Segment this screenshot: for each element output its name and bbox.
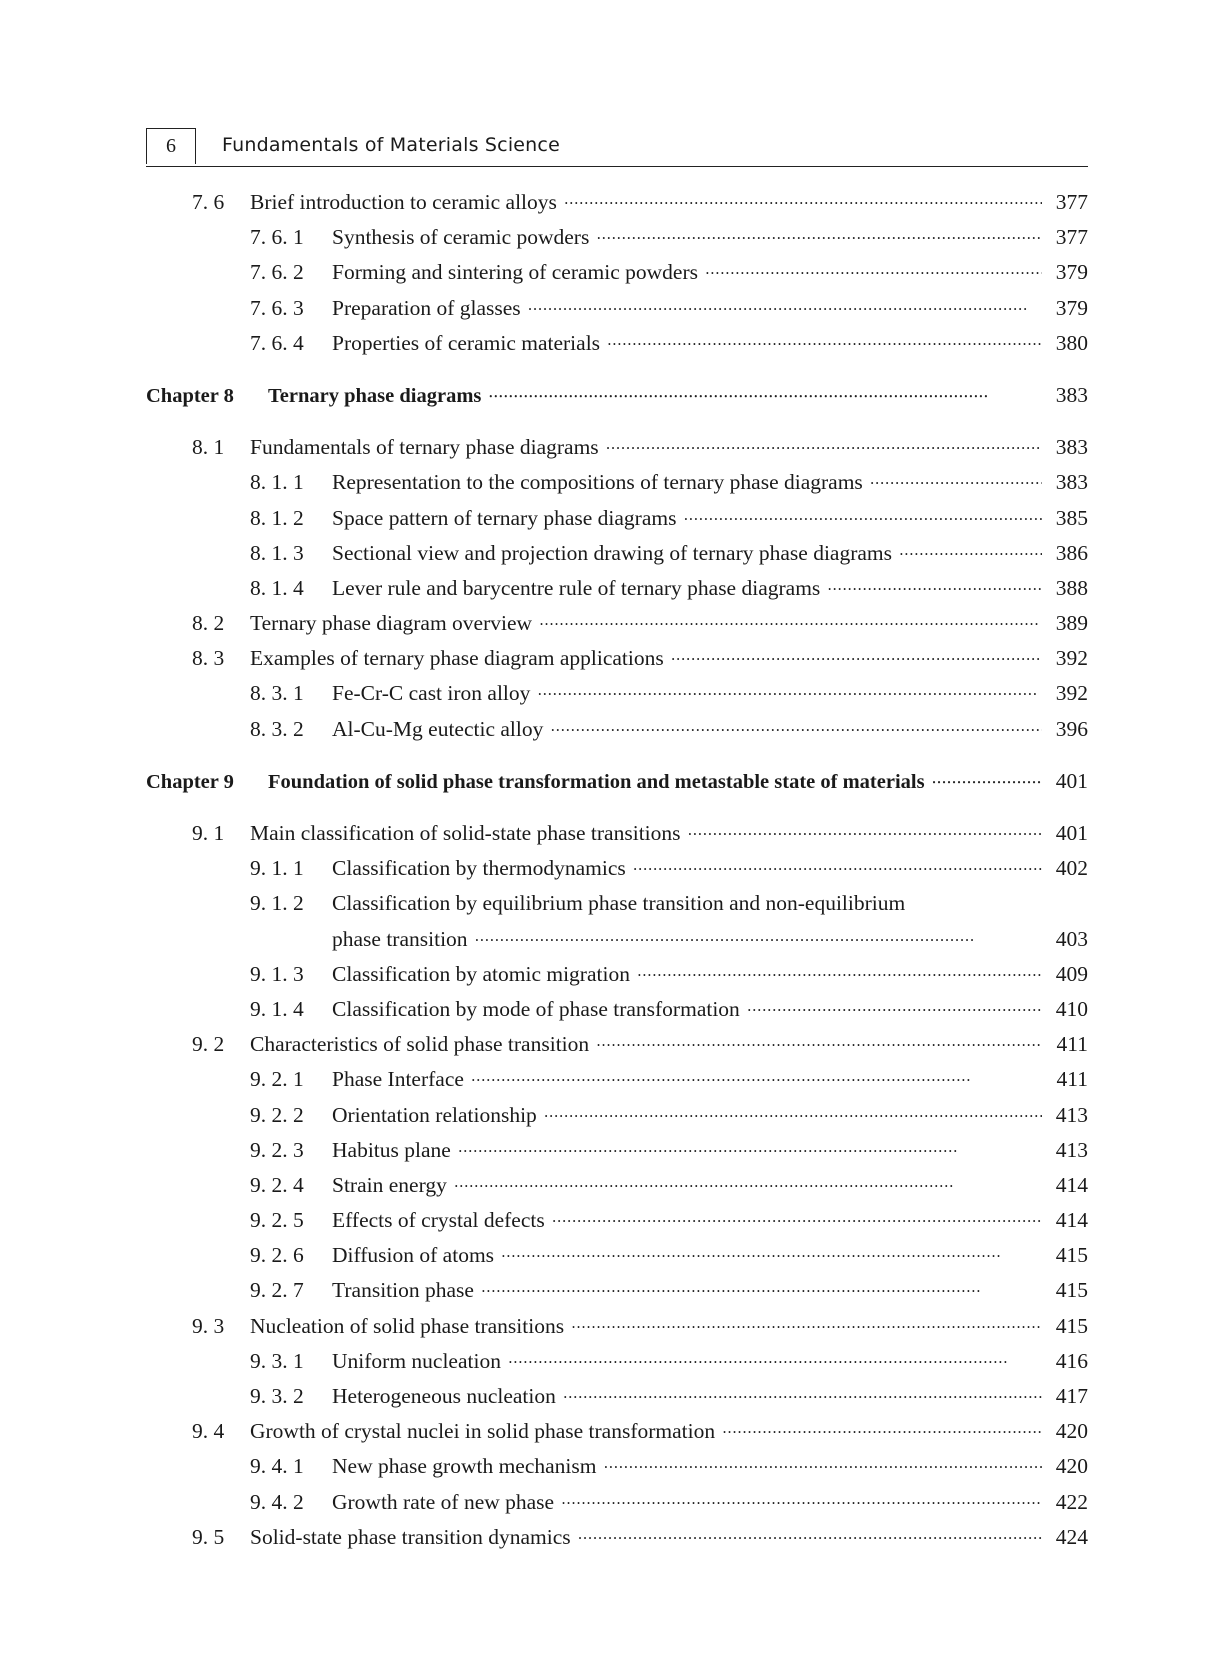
toc-entry-number: 8. 1. 1	[250, 470, 304, 495]
toc-entry-number: 9. 1. 2	[250, 891, 304, 916]
dot-leader	[871, 473, 1042, 491]
dot-leader	[608, 334, 1042, 352]
toc-entry-page: 380	[1055, 330, 1088, 355]
toc-entry-title: Space pattern of ternary phase diagrams	[332, 505, 677, 530]
toc-entry-number: 9. 4	[192, 1419, 225, 1444]
dot-leader	[828, 579, 1042, 597]
toc-entry-number: 9. 2. 2	[250, 1102, 304, 1127]
toc-entry-page: 420	[1055, 1419, 1088, 1444]
toc-entry-number: 9. 3. 2	[250, 1384, 304, 1408]
toc-entry-number: 9. 2. 5	[250, 1208, 304, 1233]
toc-entry-title: Preparation of glasses	[332, 295, 521, 320]
dot-leader	[723, 1422, 1042, 1440]
toc-entry	[146, 997, 1088, 1032]
toc-entry-page: 415	[1055, 1278, 1088, 1303]
toc-entry-title: Classification by atomic migration	[332, 961, 630, 986]
dot-leader	[540, 614, 1042, 632]
toc-entry	[146, 927, 1088, 962]
toc-entry-title: Strain energy	[332, 1172, 447, 1197]
toc-entry	[146, 1314, 1088, 1349]
dot-leader	[572, 1317, 1042, 1335]
toc-entry	[146, 506, 1088, 541]
toc-entry	[146, 1243, 1088, 1278]
dot-leader	[900, 544, 1042, 562]
toc-entry-number: Chapter 8	[146, 384, 234, 407]
toc-entry	[146, 1454, 1088, 1489]
toc-entry-title: New phase growth mechanism	[332, 1454, 597, 1479]
toc-entry-number: Chapter 9	[146, 770, 234, 793]
toc-entry-title: Phase Interface	[332, 1067, 464, 1092]
toc-entry-title: Representation to the compositions of ternary phase diagrams	[332, 470, 863, 495]
dot-leader	[455, 1176, 1042, 1194]
toc-entry-page: 403	[1055, 926, 1088, 951]
toc-entry-page: 386	[1055, 540, 1088, 565]
toc-entry-page: 415	[1055, 1313, 1088, 1338]
toc-entry-page: 424	[1055, 1524, 1088, 1549]
toc-entry	[146, 717, 1088, 752]
toc-entry-page: 414	[1055, 1208, 1088, 1233]
dot-leader	[489, 386, 1042, 404]
toc-entry	[146, 296, 1088, 331]
toc-entry-page: 392	[1055, 646, 1088, 671]
toc-entry-title: Orientation relationship	[332, 1102, 537, 1127]
toc-entry-page: 422	[1055, 1489, 1088, 1514]
toc-entry-title: Al-Cu-Mg eutectic alloy	[332, 716, 544, 741]
table-of-contents	[146, 190, 1088, 1560]
toc-entry-page: 415	[1055, 1243, 1088, 1268]
toc-chapter-entry	[146, 383, 1088, 418]
toc-entry-page: 383	[1055, 470, 1088, 495]
toc-entry-number: 9. 2. 4	[250, 1172, 304, 1197]
toc-entry-number: 9. 2	[192, 1032, 225, 1057]
dot-leader	[538, 684, 1042, 702]
toc-entry-page: 411	[1056, 1067, 1088, 1092]
dot-leader	[472, 1070, 1042, 1088]
toc-entry-title: Fe-Cr-C cast iron alloy	[332, 681, 531, 706]
toc-entry-page: 379	[1055, 260, 1088, 285]
toc-entry-page: 402	[1055, 856, 1088, 881]
dot-leader	[476, 930, 1042, 948]
dot-leader	[545, 1106, 1042, 1124]
toc-entry-title: Properties of ceramic materials	[332, 330, 601, 355]
toc-entry-page: 385	[1055, 505, 1088, 530]
toc-entry	[146, 611, 1088, 646]
toc-entry-number: 7. 6. 1	[250, 225, 304, 250]
toc-entry	[146, 962, 1088, 997]
toc-entry	[146, 891, 1088, 926]
dot-leader	[482, 1281, 1042, 1299]
toc-entry-number: 9. 2. 3	[250, 1137, 304, 1162]
toc-entry	[146, 1384, 1088, 1419]
toc-entry-title: Classification by thermodynamics	[332, 856, 626, 881]
dot-leader	[638, 965, 1042, 983]
toc-entry-title: Sectional view and projection drawing of ternary phase diagrams	[332, 540, 893, 565]
toc-entry-title: Classification by mode of phase transformation	[332, 996, 740, 1021]
dot-leader	[634, 859, 1042, 877]
dot-leader	[529, 299, 1042, 317]
toc-entry-number: 9. 1. 3	[250, 961, 304, 986]
toc-entry-number: 9. 1	[192, 821, 225, 845]
toc-entry-page: 383	[1055, 382, 1088, 407]
toc-entry-number: 7. 6. 3	[250, 295, 304, 320]
toc-entry-page: 417	[1055, 1384, 1088, 1408]
toc-entry	[146, 856, 1088, 891]
toc-entry-title: Ternary phase diagram overview	[250, 611, 533, 636]
toc-entry-number: 8. 3. 2	[250, 716, 304, 741]
dot-leader	[564, 1387, 1042, 1405]
toc-entry-number: 8. 3. 1	[250, 681, 304, 706]
toc-entry	[146, 821, 1088, 856]
toc-entry-page: 379	[1055, 295, 1088, 320]
toc-entry-number: 7. 6. 4	[250, 330, 304, 355]
toc-entry-page: 383	[1055, 435, 1088, 460]
toc-entry-page: 388	[1055, 575, 1088, 600]
toc-entry-number: 8. 2	[192, 611, 225, 636]
toc-entry-number: 8. 1. 4	[250, 575, 304, 600]
dot-leader	[553, 1211, 1042, 1229]
toc-entry-title: Diffusion of atoms	[332, 1243, 495, 1268]
toc-entry-title: Brief introduction to ceramic alloys	[250, 190, 557, 214]
toc-entry	[146, 1138, 1088, 1173]
toc-entry	[146, 1032, 1088, 1067]
toc-entry	[146, 1208, 1088, 1243]
toc-entry	[146, 646, 1088, 681]
dot-leader	[605, 1457, 1043, 1475]
toc-entry	[146, 1103, 1088, 1138]
toc-entry-title: Ternary phase diagrams	[268, 384, 482, 407]
toc-entry	[146, 225, 1088, 260]
toc-entry-number: 8. 3	[192, 646, 225, 671]
toc-entry-page: 377	[1055, 190, 1088, 214]
toc-entry	[146, 435, 1088, 470]
toc-entry	[146, 1349, 1088, 1384]
toc-entry-number: 8. 1	[192, 435, 225, 460]
toc-entry-page: 413	[1055, 1137, 1088, 1162]
toc-entry-title: Nucleation of solid phase transitions	[250, 1313, 565, 1338]
dot-leader	[748, 1000, 1042, 1018]
toc-entry	[146, 260, 1088, 295]
toc-chapter-entry	[146, 769, 1088, 804]
toc-entry-page: 409	[1055, 961, 1088, 986]
toc-entry-number: 8. 1. 3	[250, 540, 304, 565]
dot-leader	[672, 649, 1042, 667]
dot-leader	[509, 1352, 1042, 1370]
dot-leader	[579, 1528, 1042, 1546]
toc-entry-title: Growth of crystal nuclei in solid phase transformation	[250, 1419, 716, 1444]
dot-leader	[933, 772, 1042, 790]
toc-entry-title: Heterogeneous nucleation	[332, 1384, 556, 1408]
toc-entry-page: 410	[1055, 996, 1088, 1021]
toc-entry-title: Characteristics of solid phase transition	[250, 1032, 590, 1057]
toc-entry-number: 9. 4. 2	[250, 1489, 304, 1514]
toc-entry-page: 413	[1055, 1102, 1088, 1127]
dot-leader	[562, 1493, 1042, 1511]
toc-entry-page: 377	[1055, 225, 1088, 250]
toc-entry	[146, 190, 1088, 225]
dot-leader	[459, 1141, 1042, 1159]
toc-entry-number: 9. 1. 4	[250, 996, 304, 1021]
toc-entry-page: 389	[1055, 611, 1088, 636]
toc-entry-title: Habitus plane	[332, 1137, 451, 1162]
toc-entry-number: 8. 1. 2	[250, 505, 304, 530]
toc-entry-title: Forming and sintering of ceramic powders	[332, 260, 699, 285]
dot-leader	[706, 263, 1042, 281]
toc-entry	[146, 681, 1088, 716]
toc-entry-number: 9. 1. 1	[250, 856, 304, 881]
toc-entry	[146, 1490, 1088, 1525]
dot-leader	[607, 438, 1042, 456]
toc-entry-title: Lever rule and barycentre rule of ternary phase diagrams	[332, 575, 821, 600]
toc-entry-title: Growth rate of new phase	[332, 1489, 555, 1514]
toc-entry-page: 411	[1056, 1032, 1088, 1057]
toc-entry	[146, 576, 1088, 611]
toc-entry-number: 9. 3. 1	[250, 1348, 304, 1373]
page-number: 6	[146, 128, 196, 164]
toc-entry-title: Fundamentals of ternary phase diagrams	[250, 435, 599, 460]
toc-entry-number: 9. 3	[192, 1313, 225, 1338]
toc-entry-number: 9. 2. 1	[250, 1067, 304, 1092]
toc-entry-title: Main classification of solid-state phase transitions	[250, 821, 681, 845]
toc-entry-title: phase transition	[332, 926, 468, 951]
toc-entry	[146, 331, 1088, 366]
toc-entry	[146, 541, 1088, 576]
toc-entry-title: Foundation of solid phase transformation and metastable state of materials	[268, 770, 925, 793]
toc-entry	[146, 1173, 1088, 1208]
toc-entry-number: 9. 5	[192, 1524, 225, 1549]
toc-entry	[146, 470, 1088, 505]
dot-leader	[689, 824, 1042, 842]
toc-entry	[146, 1525, 1088, 1560]
page-header	[146, 128, 1088, 167]
toc-entry-number: 9. 4. 1	[250, 1454, 304, 1479]
dot-leader	[502, 1246, 1042, 1264]
dot-leader	[565, 193, 1042, 211]
toc-entry-title: Transition phase	[332, 1278, 474, 1303]
toc-entry-title: Synthesis of ceramic powders	[332, 225, 590, 250]
toc-entry-title: Uniform nucleation	[332, 1348, 501, 1373]
toc-entry-page: 401	[1055, 768, 1088, 793]
toc-entry	[146, 1419, 1088, 1454]
toc-entry-title: Examples of ternary phase diagram applications	[250, 646, 664, 671]
toc-entry-page: 401	[1055, 821, 1088, 845]
dot-leader	[684, 509, 1042, 527]
dot-leader	[551, 720, 1042, 738]
toc-entry-page: 416	[1055, 1348, 1088, 1373]
toc-entry	[146, 1067, 1088, 1102]
toc-entry-page: 392	[1055, 681, 1088, 706]
toc-entry-number: 9. 2. 6	[250, 1243, 304, 1268]
dot-leader	[597, 1035, 1042, 1053]
toc-entry-title: Solid-state phase transition dynamics	[250, 1524, 571, 1549]
toc-entry-page: 420	[1055, 1454, 1088, 1479]
dot-leader	[597, 228, 1042, 246]
running-title: Fundamentals of Materials Science	[222, 134, 560, 156]
toc-entry-title: Effects of crystal defects	[332, 1208, 545, 1233]
toc-entry-page: 396	[1055, 716, 1088, 741]
toc-entry-number: 7. 6. 2	[250, 260, 304, 285]
toc-entry-title: Classification by equilibrium phase transition and non-equilibrium	[332, 891, 906, 916]
toc-entry-number: 9. 2. 7	[250, 1278, 304, 1303]
toc-entry-number: 7. 6	[192, 190, 225, 214]
toc-entry	[146, 1278, 1088, 1313]
toc-entry-page: 414	[1055, 1172, 1088, 1197]
